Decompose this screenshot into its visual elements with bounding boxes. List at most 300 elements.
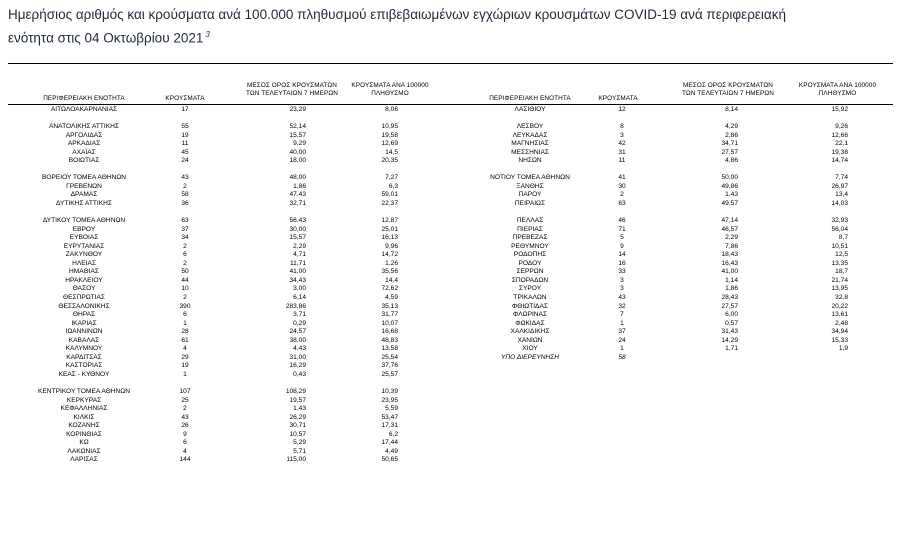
per100k-value: 10,39 (381, 388, 398, 396)
avg-value: 1,86 (293, 182, 306, 190)
table-row (0, 140, 900, 149)
table-row (0, 132, 900, 141)
table-row (0, 388, 450, 397)
table-row (0, 268, 900, 277)
avg-value: 30,00 (289, 225, 306, 233)
avg-value: 8,14 (725, 106, 738, 113)
region-name: ΗΛΕΙΑΣ (72, 259, 96, 267)
avg-value: 115,00 (286, 456, 306, 464)
avg-value: 49,57 (721, 200, 738, 208)
per100k-value: 13,95 (831, 285, 848, 293)
per100k-value: 72,62 (381, 285, 398, 293)
cases-value: 17 (181, 106, 189, 113)
avg-value: 14,29 (721, 336, 738, 344)
region-name: ΔΥΤΙΚΗΣ ΑΤΤΙΚΗΣ (56, 200, 112, 208)
avg-value: 7,86 (725, 242, 738, 250)
table-row (0, 234, 900, 243)
per100k-value: 13,61 (831, 311, 848, 319)
region-name: ΔΥΤΙΚΟΥ ΤΟΜΕΑ ΑΘΗΝΩΝ (42, 217, 126, 225)
cases-value: 2 (183, 182, 187, 190)
cases-value: 107 (179, 388, 191, 396)
cases-value: 29 (181, 353, 189, 361)
table-row (0, 397, 450, 406)
region-name: ΗΜΑΘΙΑΣ (69, 268, 99, 276)
region-name: ΚΑΡΔΙΤΣΑΣ (66, 353, 102, 361)
cases-value: 28 (181, 328, 189, 336)
table-row (0, 209, 900, 218)
header-cases-right: ΚΡΟΥΣΜΑΤΑ (598, 95, 638, 102)
avg-value: 47,14 (721, 217, 738, 225)
avg-value: 6,14 (293, 294, 306, 302)
avg-value: 5,71 (293, 447, 306, 455)
region-name: ΒΟΡΕΙΟΥ ΤΟΜΕΑ ΑΘΗΝΩΝ (41, 174, 127, 182)
page-title (8, 5, 888, 49)
region-name: ΛΕΣΒΟΥ (516, 123, 544, 131)
avg-value: 15,57 (289, 131, 306, 139)
per100k-value: 12,69 (381, 140, 398, 148)
cases-value: 19 (181, 362, 189, 370)
region-name: ΚΙΛΚΙΣ (73, 413, 95, 421)
cases-value: 45 (181, 148, 189, 156)
table-row (0, 439, 450, 448)
header-per100k-left: ΚΡΟΥΣΜΑΤΑ ΑΝΑ 100000 ΠΛΗΘΥΣΜΟ (351, 82, 429, 97)
region-name: ΧΙΟΥ (522, 345, 538, 353)
region-name: ΘΑΣΟΥ (72, 285, 96, 293)
avg-value: 31,00 (289, 353, 306, 361)
per100k-value: 6,2 (388, 430, 398, 438)
avg-value: 24,57 (289, 328, 306, 336)
cases-value: 63 (618, 200, 626, 208)
table-row (0, 414, 450, 423)
avg-value: 30,71 (289, 422, 306, 430)
table-row (0, 328, 900, 337)
per100k-value: 10,07 (381, 319, 398, 327)
avg-value: 26,29 (289, 413, 306, 421)
table-row (0, 285, 900, 294)
per100k-value: 14,5 (385, 148, 398, 156)
avg-value: 6,00 (725, 311, 738, 319)
avg-value: 10,57 (289, 430, 306, 438)
cases-value: 43 (181, 174, 189, 182)
avg-value: 52,14 (289, 123, 306, 131)
per100k-value: 14,72 (381, 251, 398, 259)
avg-value: 40,00 (289, 148, 306, 156)
per100k-value: 26,97 (831, 182, 848, 190)
avg-value: 49,86 (721, 182, 738, 190)
region-name: ΠΡΕΒΕΖΑΣ (512, 234, 548, 242)
avg-value: 18,43 (721, 251, 738, 259)
table-row (0, 345, 900, 354)
avg-value: 46,57 (721, 225, 738, 233)
table-row (0, 311, 900, 320)
per100k-value: 10,51 (831, 242, 848, 250)
per100k-value: 14,4 (385, 276, 398, 284)
region-name: ΚΑΛΥΜΝΟΥ (65, 345, 103, 353)
table-row (0, 456, 450, 465)
per100k-value: 35,13 (381, 302, 398, 310)
per100k-value: 20,22 (831, 302, 848, 310)
avg-value: 1,43 (293, 405, 306, 413)
avg-value: 4,71 (293, 251, 306, 259)
avg-value: 3,71 (293, 311, 306, 319)
header-avg-left: ΜΕΣΟΣ ΟΡΟΣ ΚΡΟΥΣΜΑΤΩΝ ΤΩΝ ΤΕΛΕΥΤΑΙΩΝ 7 ΗΜΕΡΩΝ (246, 82, 338, 97)
avg-value: 2,29 (293, 242, 306, 250)
table-row (0, 431, 450, 440)
avg-value: 108,29 (285, 388, 306, 396)
region-name: ΕΥΡΥΤΑΝΙΑΣ (63, 242, 105, 250)
avg-value: 31,43 (721, 328, 738, 336)
avg-value: 15,57 (289, 234, 306, 242)
per100k-value: 16,68 (381, 328, 398, 336)
per100k-value: 17,31 (381, 422, 398, 430)
region-name: ΝΗΣΩΝ (518, 157, 542, 165)
table-row (0, 243, 900, 252)
per100k-value: 14,74 (831, 157, 848, 165)
avg-value: 1,14 (725, 276, 738, 284)
per100k-value: 17,44 (381, 439, 398, 447)
table-row (0, 106, 900, 115)
per100k-value: 13,35 (831, 259, 848, 267)
per100k-value: 12,5 (835, 251, 848, 259)
region-name: ΔΡΑΜΑΣ (70, 191, 98, 199)
avg-value: 4,86 (725, 157, 738, 165)
region-name: ΜΑΓΝΗΣΙΑΣ (511, 140, 549, 148)
cases-value: 10 (181, 285, 189, 293)
cases-value: 3 (620, 131, 624, 139)
region-name: ΚΟΡΙΝΘΙΑΣ (66, 430, 102, 438)
avg-value: 41,00 (289, 268, 306, 276)
cases-value: 9 (620, 242, 624, 250)
cases-value: 3 (620, 276, 624, 284)
table-row (0, 191, 900, 200)
region-name: ΑΧΑΪΑΣ (72, 148, 96, 156)
per100k-value: 13,58 (381, 345, 398, 353)
table-row (0, 354, 900, 363)
region-name: ΠΕΙΡΑΙΩΣ (514, 200, 546, 208)
per100k-value: 32,93 (831, 217, 848, 225)
per100k-value: 8,7 (838, 234, 848, 242)
avg-value: 16,43 (721, 259, 738, 267)
region-name: ΓΡΕΒΕΝΩΝ (66, 182, 102, 190)
header-avg-right: ΜΕΣΟΣ ΟΡΟΣ ΚΡΟΥΣΜΑΤΩΝ ΤΩΝ ΤΕΛΕΥΤΑΙΩΝ 7 ΗΜΕΡΩΝ (682, 82, 774, 97)
region-name: ΣΥΡΟΥ (518, 285, 542, 293)
cases-value: 144 (179, 456, 191, 464)
cases-value: 1 (620, 319, 624, 327)
cases-value: 24 (618, 336, 626, 344)
region-name: ΡΟΔΟΥ (518, 259, 542, 267)
per100k-value: 9,26 (835, 123, 848, 131)
cases-value: 30 (618, 182, 626, 190)
cases-value: 2 (183, 405, 187, 413)
cases-value: 9 (183, 430, 187, 438)
per100k-value: 25,54 (381, 353, 398, 361)
table-row (0, 123, 900, 132)
per100k-value: 19,58 (381, 131, 398, 139)
avg-value: 16,29 (289, 362, 306, 370)
region-name: ΧΑΝΙΩΝ (517, 336, 543, 344)
region-name: ΚΕΦΑΛΛΗΝΙΑΣ (60, 405, 108, 413)
table-row (0, 371, 450, 380)
region-name: ΚΑΣΤΟΡΙΑΣ (65, 362, 103, 370)
cases-value: 2 (620, 191, 624, 199)
cases-value: 6 (183, 251, 187, 259)
region-name: ΛΑΡΙΣΑΣ (70, 456, 98, 464)
region-name: ΑΙΤΩΛΟΑΚΑΡΝΑΝΙΑΣ (50, 106, 118, 113)
per100k-value: 1,9 (838, 345, 848, 353)
header-bottom-rule (8, 104, 893, 105)
avg-value: 9,29 (293, 140, 306, 148)
region-name: ΝΟΤΙΟΥ ΤΟΜΕΑ ΑΘΗΝΩΝ (490, 174, 570, 182)
table-row (0, 303, 900, 312)
per100k-value: 2,48 (835, 319, 848, 327)
cases-value: 11 (618, 157, 626, 165)
table-row (0, 251, 900, 260)
header-region-right: ΠΕΡΙΦΕΡΕΙΑΚΗ ΕΝΟΤΗΤΑ (489, 95, 571, 102)
per100k-value: 6,3 (388, 182, 398, 190)
avg-value: 50,00 (721, 174, 738, 182)
region-name: ΕΒΡΟΥ (72, 225, 96, 233)
avg-value: 1,43 (725, 191, 738, 199)
region-name: ΦΘΙΩΤΙΔΑΣ (512, 302, 548, 310)
cases-value: 1 (620, 345, 624, 353)
region-name: ΦΩΚΙΔΑΣ (515, 319, 545, 327)
region-name: ΤΡΙΚΑΛΩΝ (513, 294, 547, 302)
avg-value: 32,71 (289, 200, 306, 208)
cases-value: 2 (183, 294, 187, 302)
region-name: ΚΕΡΚΥΡΑΣ (66, 396, 102, 404)
table-row (0, 115, 900, 124)
table-row (0, 362, 450, 371)
per100k-value: 4,59 (385, 294, 398, 302)
cases-value: 2 (183, 242, 187, 250)
right-table-body (0, 106, 900, 362)
per100k-value: 14,03 (831, 200, 848, 208)
region-name: ΠΙΕΡΙΑΣ (517, 225, 543, 233)
title-line-1: Ημερήσιος αριθμός και κρούσματα ανά 100.000 πληθυσμού επιβεβαιωμένων εγχώριων κρουσμάτων COVID-19 ανά περιφερειακή (8, 7, 786, 22)
cases-value: 44 (181, 276, 189, 284)
per100k-value: 7,74 (835, 174, 848, 182)
per100k-value: 1,26 (385, 259, 398, 267)
per100k-value: 34,94 (831, 328, 848, 336)
region-name: ΖΑΚΥΝΘΟΥ (65, 251, 103, 259)
cases-value: 31 (618, 148, 626, 156)
table-row (0, 294, 900, 303)
table-row (0, 166, 900, 175)
cases-value: 61 (181, 336, 189, 344)
table-row (0, 422, 450, 431)
region-name: ΚΟΖΑΝΗΣ (68, 422, 100, 430)
avg-value: 2,86 (725, 131, 738, 139)
table-row (0, 157, 900, 166)
avg-value: 1,71 (725, 345, 738, 353)
per100k-value: 7,27 (385, 174, 398, 182)
table-row (0, 226, 900, 235)
cases-value: 41 (618, 174, 626, 182)
per100k-value: 20,35 (381, 157, 398, 165)
cases-value: 26 (181, 422, 189, 430)
cases-value: 390 (179, 302, 191, 310)
region-name: ΙΩΑΝΝΙΝΩΝ (65, 328, 103, 336)
per100k-value: 53,47 (381, 413, 398, 421)
per100k-value: 59,01 (381, 191, 398, 199)
per100k-value: 13,4 (835, 191, 848, 199)
table-row (0, 217, 900, 226)
region-name: ΚΑΒΑΛΑΣ (68, 336, 100, 344)
region-name: ΠΑΡΟΥ (518, 191, 542, 199)
avg-value: 11,71 (289, 259, 306, 267)
cases-value: 16 (618, 259, 626, 267)
region-name: ΧΑΛΚΙΔΙΚΗΣ (510, 328, 550, 336)
avg-value: 18,00 (289, 157, 306, 165)
cases-value: 55 (181, 123, 189, 131)
table-row (0, 277, 900, 286)
per100k-value: 23,95 (381, 396, 398, 404)
per100k-value: 12,66 (831, 131, 848, 139)
table-row (0, 183, 900, 192)
avg-value: 0,43 (293, 370, 306, 378)
region-name: ΕΥΒΟΙΑΣ (69, 234, 99, 242)
region-name: ΞΑΝΘΗΣ (516, 182, 544, 190)
region-name: ΑΝΑΤΟΛΙΚΗΣ ΑΤΤΙΚΗΣ (49, 123, 119, 131)
table-top-rule (8, 63, 893, 64)
per100k-value: 4,49 (385, 447, 398, 455)
region-name: ΑΡΚΑΔΙΑΣ (67, 140, 101, 148)
region-name: ΡΟΔΟΠΗΣ (513, 251, 547, 259)
table-row (0, 260, 900, 269)
avg-value: 48,00 (289, 174, 306, 182)
avg-value: 47,43 (289, 191, 306, 199)
cases-value: 24 (181, 157, 189, 165)
cases-value: 8 (620, 123, 624, 131)
cases-value: 58 (181, 191, 189, 199)
region-name: ΣΠΟΡΑΔΩΝ (511, 276, 549, 284)
table-row (0, 337, 900, 346)
region-name: ΑΡΓΟΛΙΔΑΣ (65, 131, 103, 139)
avg-value: 0,29 (293, 319, 306, 327)
avg-value: 5,29 (293, 439, 306, 447)
cases-value: 19 (181, 131, 189, 139)
table-row (0, 149, 900, 158)
cases-value: 43 (181, 413, 189, 421)
cases-value: 43 (618, 294, 626, 302)
region-name: ΠΕΛΛΑΣ (516, 217, 544, 225)
cases-value: 5 (620, 234, 624, 242)
region-name: ΥΠΟ ΔΙΕΡΕΥΝΗΣΗ (501, 353, 559, 361)
per100k-value: 5,59 (385, 405, 398, 413)
per100k-value: 8,06 (385, 106, 398, 113)
per100k-value: 25,57 (381, 370, 398, 378)
region-name: ΦΛΩΡΙΝΑΣ (512, 311, 548, 319)
per100k-value: 16,13 (381, 234, 398, 242)
cases-value: 4 (183, 345, 187, 353)
cases-value: 33 (618, 268, 626, 276)
cases-value: 12 (618, 106, 626, 113)
header-cases-left: ΚΡΟΥΣΜΑΤΑ (165, 95, 205, 102)
avg-value: 34,71 (721, 140, 738, 148)
cases-value: 37 (618, 328, 626, 336)
per100k-value: 19,38 (831, 148, 848, 156)
region-name: ΚΕΝΤΡΙΚΟΥ ΤΟΜΕΑ ΑΘΗΝΩΝ (38, 388, 130, 396)
cases-value: 25 (181, 396, 189, 404)
cases-value: 6 (183, 311, 187, 319)
table-row (0, 200, 900, 209)
avg-value: 2,29 (725, 234, 738, 242)
per100k-value: 15,92 (831, 106, 848, 113)
per100k-value: 35,56 (381, 268, 398, 276)
avg-value: 19,57 (289, 396, 306, 404)
region-name: ΛΑΚΩΝΙΑΣ (67, 447, 101, 455)
region-name: ΜΕΣΣΗΝΙΑΣ (511, 148, 549, 156)
cases-value: 58 (618, 353, 626, 361)
per100k-value: 18,7 (835, 268, 848, 276)
region-name: ΘΕΣΣΑΛΟΝΙΚΗΣ (58, 302, 110, 310)
per100k-value: 50,65 (381, 456, 398, 464)
avg-value: 41,00 (721, 268, 738, 276)
cases-value: 11 (181, 140, 189, 148)
per100k-value: 22,1 (835, 140, 848, 148)
per100k-value: 21,74 (831, 276, 848, 284)
cases-value: 4 (183, 447, 187, 455)
header-region-left: ΠΕΡΙΦΕΡΕΙΑΚΗ ΕΝΟΤΗΤΑ (43, 95, 125, 102)
per100k-value: 56,04 (831, 225, 848, 233)
title-line-2: ενότητα στις 04 Οκτωβρίου 2021 $^3$ (8, 30, 210, 46)
avg-value: 27,57 (721, 302, 738, 310)
region-name: ΣΕΡΡΩΝ (516, 268, 544, 276)
avg-value: 1,86 (725, 285, 738, 293)
region-name: ΛΑΣΙΘΙΟΥ (514, 106, 546, 113)
region-name: ΘΗΡΑΣ (72, 311, 96, 319)
region-name: ΒΟΙΩΤΙΑΣ (68, 157, 100, 165)
table-row (0, 174, 900, 183)
region-name: ΛΕΥΚΑΔΑΣ (512, 131, 548, 139)
cases-value: 42 (618, 140, 626, 148)
per100k-value: 48,83 (381, 336, 398, 344)
cases-value: 50 (181, 268, 189, 276)
region-name: ΘΕΣΠΡΩΤΙΑΣ (62, 294, 106, 302)
region-name: ΚΩ (79, 439, 89, 447)
cases-value: 14 (618, 251, 626, 259)
title-footnote-marker: 3 (205, 30, 210, 39)
cases-value: 2 (183, 259, 187, 267)
avg-value: 3,00 (293, 285, 306, 293)
cases-value: 46 (618, 217, 626, 225)
per100k-value: 22,37 (381, 200, 398, 208)
per100k-value: 12,87 (381, 217, 398, 225)
avg-value: 34,43 (289, 276, 306, 284)
region-name: ΗΡΑΚΛΕΙΟΥ (65, 276, 103, 284)
per100k-value: 10,95 (381, 123, 398, 131)
avg-value: 27,57 (721, 148, 738, 156)
avg-value: 38,00 (289, 336, 306, 344)
per100k-value: 25,01 (381, 225, 398, 233)
cases-value: 32 (618, 302, 626, 310)
per100k-value: 15,33 (831, 336, 848, 344)
cases-value: 36 (181, 200, 189, 208)
cases-value: 6 (183, 439, 187, 447)
region-name: ΚΕΑΣ - ΚΥΘΝΟΥ (58, 370, 110, 378)
avg-value: 283,86 (285, 302, 306, 310)
cases-value: 1 (183, 370, 187, 378)
table-row (0, 448, 450, 457)
region-name: ΙΚΑΡΙΑΣ (71, 319, 97, 327)
cases-value: 37 (181, 225, 189, 233)
table-row (0, 405, 450, 414)
avg-value: 0,57 (725, 319, 738, 327)
table-row (0, 380, 450, 389)
cases-value: 71 (618, 225, 626, 233)
cases-value: 63 (181, 217, 189, 225)
avg-value: 4,43 (293, 345, 306, 353)
